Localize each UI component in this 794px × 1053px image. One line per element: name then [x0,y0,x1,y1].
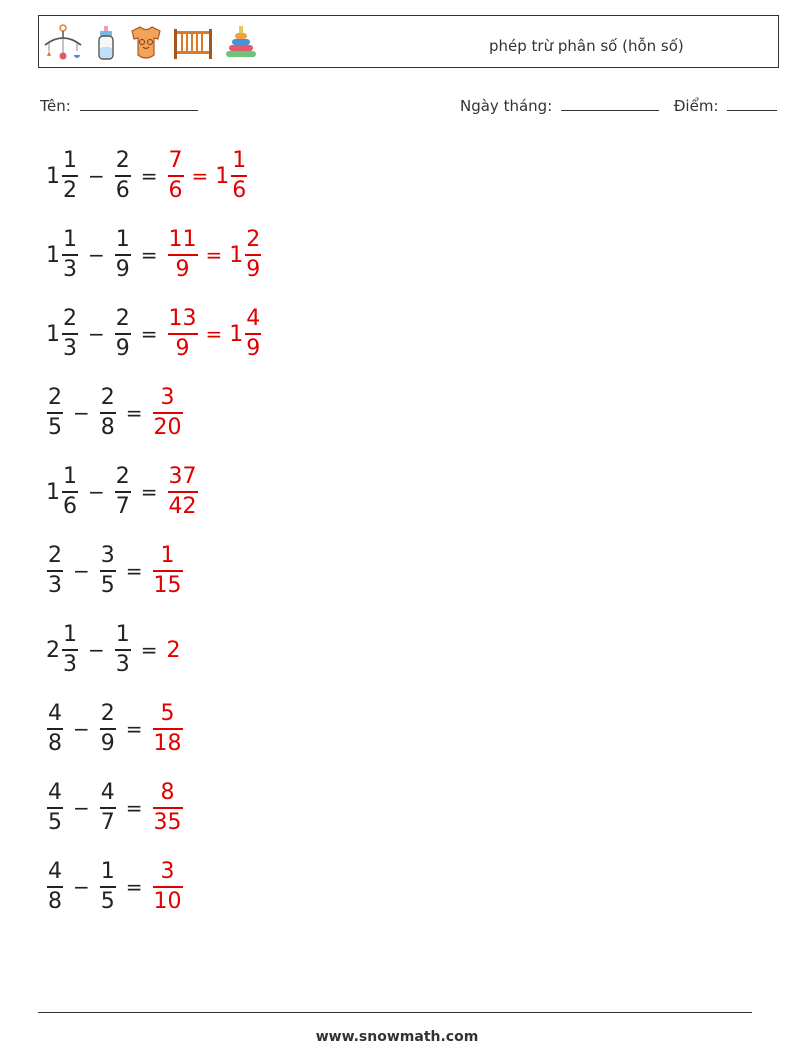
problem-row [46,225,262,285]
denominator: 42 [168,493,197,519]
answer-mixed-fraction [231,148,247,204]
minuend-fraction [47,543,63,599]
fraction-bar [153,570,183,572]
problem-row [46,778,184,838]
minus-sign: − [73,717,90,741]
fraction-bar [245,254,261,256]
numerator: 2 [246,227,261,253]
answer [152,385,184,441]
numerator: 13 [168,306,197,332]
minuend-fraction [62,464,78,520]
baby-bottle-icon [91,23,121,63]
baby-onesie-icon [127,23,165,63]
numerator: 8 [160,780,175,806]
problem-row [46,541,184,601]
minuend-fraction [62,227,78,283]
denominator: 3 [63,651,77,677]
fraction-bar [47,886,63,888]
numerator: 5 [160,701,175,727]
numerator: 4 [48,701,62,727]
fraction-bar [100,728,116,730]
answer-fraction [153,385,183,441]
answer-whole-number: 1 [215,163,230,189]
denominator: 6 [232,177,247,203]
footer-website: www.snowmath.com [315,1029,479,1045]
fraction-bar [47,412,63,414]
fraction-bar [231,175,247,177]
equals-sign: = [125,875,143,899]
equals-sign: = [140,480,158,504]
numerator: 4 [246,306,261,332]
problem-row [46,462,199,522]
whole-number: 2 [46,637,60,663]
numerator: 1 [63,148,77,174]
subtrahend-fraction [100,701,116,757]
numerator: 2 [100,385,115,411]
answer-whole-number: 1 [229,321,244,347]
numerator: 2 [48,385,62,411]
numerator: 3 [160,385,175,411]
numerator: 1 [115,227,130,253]
denominator: 8 [48,730,62,756]
fraction-bar [153,807,183,809]
numerator: 2 [115,306,130,332]
equals-sign: = [191,164,209,188]
answer-integer: 2 [166,637,181,663]
fraction-bar [153,886,183,888]
denominator: 3 [115,651,130,677]
minuend-fraction [47,859,63,915]
numerator: 3 [160,859,175,885]
denominator: 9 [175,335,190,361]
fraction-bar [47,807,63,809]
denominator: 8 [48,888,62,914]
whole-number: 1 [46,163,60,189]
denominator: 5 [48,809,62,835]
answer-fraction [168,464,198,520]
header-icons [41,20,261,66]
subtrahend-fraction [115,306,131,362]
denominator: 35 [153,809,182,835]
numerator: 1 [115,622,130,648]
minus-sign: − [73,875,90,899]
answer [167,306,263,362]
worksheet-title: phép trừ phân số (hỗn số) [489,37,684,55]
equals-sign: = [125,401,143,425]
denominator: 9 [115,256,130,282]
denominator: 20 [153,414,182,440]
numerator: 1 [63,227,77,253]
fraction-bar [115,333,131,335]
denominator: 9 [115,335,130,361]
footer-divider [38,1012,752,1013]
numerator: 4 [48,780,62,806]
equals-sign: = [125,796,143,820]
denominator: 15 [153,572,182,598]
denominator: 3 [48,572,62,598]
numerator: 1 [160,543,175,569]
fraction-bar [62,649,78,651]
answer [152,780,184,836]
answer-whole-number: 1 [229,242,244,268]
fraction-bar [62,491,78,493]
fraction-bar [100,412,116,414]
problem-row [46,620,182,680]
fraction-bar [245,333,261,335]
denominator: 10 [153,888,182,914]
fraction-bar [100,886,116,888]
numerator: 3 [100,543,115,569]
denominator: 6 [115,177,130,203]
numerator: 2 [48,543,62,569]
fraction-bar [115,491,131,493]
numerator: 1 [100,859,115,885]
answer [167,638,182,663]
fraction-bar [153,728,183,730]
whole-number: 1 [46,479,60,505]
fraction-bar [115,175,131,177]
denominator: 3 [63,256,77,282]
denominator: 7 [115,493,130,519]
denominator: 9 [246,335,261,361]
denominator: 6 [63,493,77,519]
numerator: 2 [115,464,130,490]
fraction-bar [62,254,78,256]
equals-sign: = [125,559,143,583]
stacking-rings-icon [221,23,261,63]
answer-fraction [153,701,183,757]
answer-fraction [153,543,183,599]
answer-fraction [168,148,184,204]
denominator: 9 [175,256,190,282]
fraction-bar [168,491,198,493]
subtrahend-fraction [115,227,131,283]
score-blank[interactable] [727,95,777,111]
answer [152,701,184,757]
minus-sign: − [88,638,105,662]
fraction-bar [168,175,184,177]
numerator: 2 [115,148,130,174]
numerator: 4 [48,859,62,885]
equals-sign: = [140,638,158,662]
answer [167,464,199,520]
denominator: 3 [63,335,77,361]
denominator: 9 [100,730,115,756]
baby-crib-icon [171,23,215,63]
minus-sign: − [73,559,90,583]
whole-number: 1 [46,321,60,347]
numerator: 11 [168,227,197,253]
subtrahend-fraction [100,385,116,441]
whole-number: 1 [46,242,60,268]
minuend-fraction [62,148,78,204]
minuend-fraction [47,780,63,836]
minuend-fraction [62,622,78,678]
equals-sign: = [125,717,143,741]
minus-sign: − [88,480,105,504]
minuend-fraction [62,306,78,362]
answer-fraction [153,780,183,836]
minus-sign: − [73,796,90,820]
subtrahend-fraction [115,464,131,520]
fraction-bar [62,175,78,177]
answer-mixed-fraction [245,306,261,362]
numerator: 1 [232,148,247,174]
denominator: 7 [100,809,115,835]
minuend-fraction [47,385,63,441]
subtrahend-fraction [115,622,131,678]
equals-sign: = [205,322,223,346]
baby-mobile-icon [41,23,85,63]
answer-fraction [168,306,198,362]
numerator: 7 [168,148,183,174]
denominator: 2 [63,177,77,203]
answer-fraction [168,227,198,283]
answer-mixed-fraction [245,227,261,283]
name-label: Tên: [40,97,71,115]
denominator: 5 [100,888,115,914]
equals-sign: = [140,322,158,346]
equals-sign: = [205,243,223,267]
subtrahend-fraction [100,859,116,915]
equals-sign: = [140,243,158,267]
name-field [40,95,198,115]
subtrahend-fraction [100,780,116,836]
answer-fraction [153,859,183,915]
subtrahend-fraction [100,543,116,599]
numerator: 1 [63,622,77,648]
problem-row [46,304,262,364]
minus-sign: − [88,164,105,188]
worksheet-header [38,15,779,68]
problem-row [46,383,184,443]
fraction-bar [62,333,78,335]
answer [167,227,263,283]
name-blank[interactable] [80,95,198,111]
answer [152,859,184,915]
answer [167,148,249,204]
fraction-bar [47,570,63,572]
fraction-bar [100,807,116,809]
numerator: 37 [168,464,197,490]
minus-sign: − [88,322,105,346]
problem-row [46,146,248,206]
fraction-bar [115,254,131,256]
fraction-bar [115,649,131,651]
equals-sign: = [140,164,158,188]
denominator: 9 [246,256,261,282]
fraction-bar [168,254,198,256]
subtrahend-fraction [115,148,131,204]
problem-row [46,699,184,759]
fraction-bar [100,570,116,572]
answer [152,543,184,599]
denominator: 8 [100,414,115,440]
date-blank[interactable] [561,95,659,111]
minus-sign: − [73,401,90,425]
date-score-fields [460,95,777,115]
denominator: 5 [48,414,62,440]
minuend-fraction [47,701,63,757]
denominator: 5 [100,572,115,598]
fraction-bar [47,728,63,730]
numerator: 4 [100,780,115,806]
problem-row [46,857,184,917]
fraction-bar [153,412,183,414]
date-label: Ngày tháng: [460,97,553,115]
numerator: 1 [63,464,77,490]
minus-sign: − [88,243,105,267]
denominator: 6 [168,177,183,203]
denominator: 18 [153,730,182,756]
numerator: 2 [63,306,77,332]
fraction-bar [168,333,198,335]
numerator: 2 [100,701,115,727]
score-label: Điểm: [673,97,719,115]
